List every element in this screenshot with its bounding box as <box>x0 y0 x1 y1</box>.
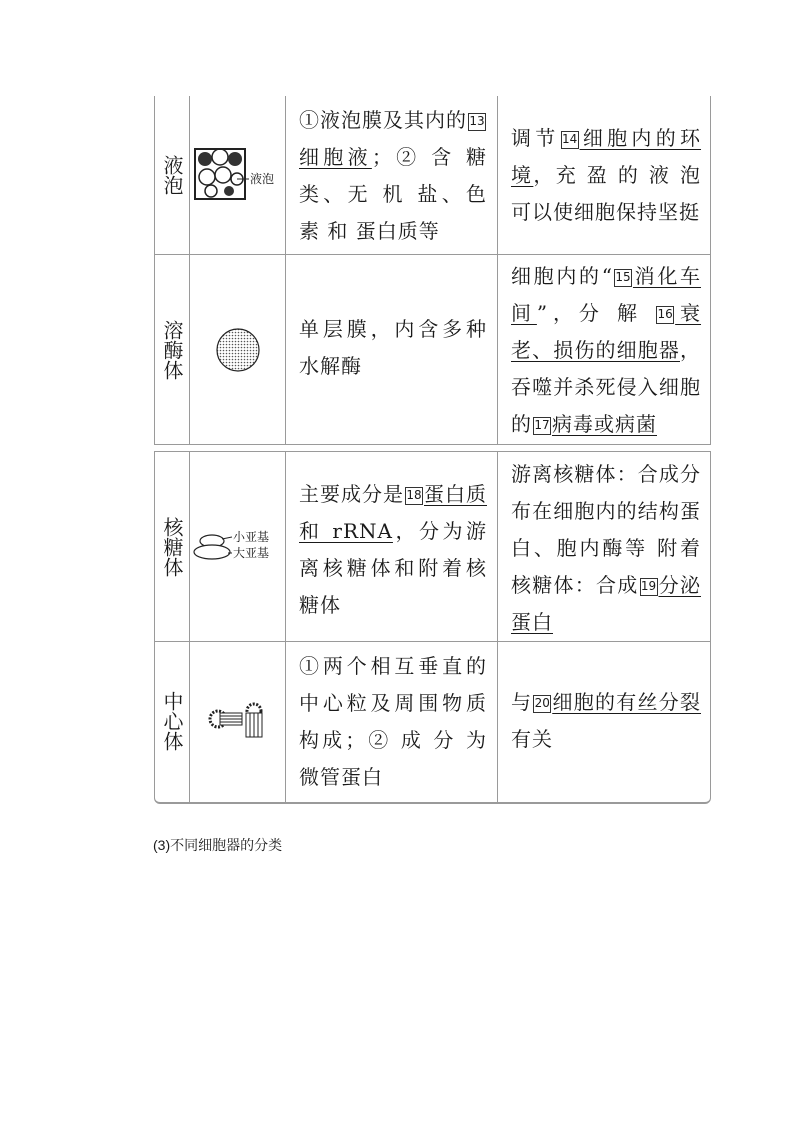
lysosome-diagram <box>213 325 263 375</box>
organelle-table-part1 <box>154 96 711 445</box>
vacuole-diagram <box>193 145 283 205</box>
structure-cell: ①液泡膜及其内的 13细胞液；② 含 糖 类、无 机 盐、色 素 和 蛋白质等 <box>299 108 487 243</box>
lysosome-illustration <box>190 255 285 444</box>
svg-text:大亚基: 大亚基 <box>232 545 269 560</box>
svg-text:液泡: 液泡 <box>249 172 274 186</box>
organelle-name: 液泡 <box>160 155 184 195</box>
centrosome-illustration <box>190 642 285 800</box>
section-subheading: (3)不同细胞器的分类 <box>153 837 283 853</box>
structure-cell: 主要成分是 18 蛋白质和 rRNA，分为游离核糖体和附着核糖体 <box>299 482 488 617</box>
structure-cell: ①两个相互垂直的中心粒及周围物质构成；② 成 分 为 微管蛋白 <box>299 654 487 789</box>
centrosome-diagram <box>206 701 270 741</box>
table-row-vacuole <box>155 96 710 254</box>
function-cell: 游离核糖体：合成分布在细胞内的结构蛋白、胞内酶等 附着核糖体：合成 19 分泌蛋白 <box>511 462 701 634</box>
function-cell: 调节 14 细胞内的环境，充 盈 的 液 泡 可以使细胞保持坚挺 <box>511 126 702 224</box>
table-row-lysosome <box>155 255 710 444</box>
table-row-ribosome <box>155 452 710 641</box>
organelle-name: 溶酶体 <box>160 319 184 380</box>
organelle-name: 中心体 <box>160 691 184 751</box>
ribosome-illustration <box>190 452 285 641</box>
svg-text:小亚基: 小亚基 <box>232 529 269 544</box>
structure-cell: 单层膜，内含多种水解酶 <box>299 317 487 378</box>
organelle-table-part2 <box>154 451 711 804</box>
function-cell: 与 20 细胞的有丝分裂有关 <box>511 690 701 751</box>
ribosome-diagram <box>192 525 284 569</box>
vacuole-illustration <box>190 96 285 254</box>
organelle-name: 核糖体 <box>160 516 184 577</box>
table-row-centrosome <box>155 642 710 800</box>
function-cell: 细胞内的“ 15 消化车间”，分 解 16 衰老、损伤的细胞器，吞噬并杀死侵入细胞的 17 病毒或病菌 <box>511 264 702 436</box>
